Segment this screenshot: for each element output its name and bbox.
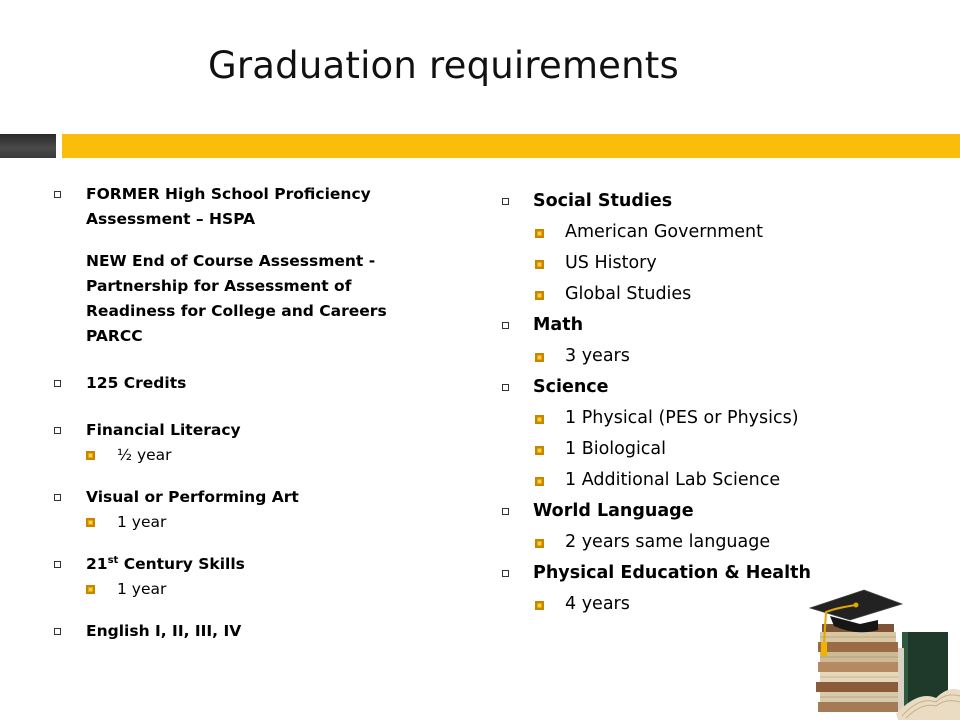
visual-art-label: Visual or Performing Art (86, 488, 299, 506)
century-skills-label-post: Century Skills (118, 555, 245, 573)
hollow-square-icon (54, 561, 61, 568)
social-studies-label: Social Studies (533, 191, 673, 211)
list-item-world-language (500, 496, 840, 527)
century-skills-label-sup: st (107, 554, 119, 566)
list-item-credits (52, 371, 412, 396)
list-item-social-studies (500, 186, 840, 217)
list-item-science (500, 372, 840, 403)
sub-item-math (500, 341, 840, 372)
slide-title: Graduation requirements (208, 44, 679, 87)
list-item-financial-literacy (52, 418, 412, 443)
world-language-duration: 2 years same language (565, 532, 771, 552)
hollow-square-icon (502, 508, 509, 515)
right-requirements-list (500, 186, 840, 620)
world-language-label: World Language (533, 501, 694, 521)
sub-item-physical-education (500, 589, 840, 620)
filled-square-icon (535, 539, 544, 548)
physical-education-label: Physical Education & Health (533, 563, 811, 583)
math-label: Math (533, 315, 584, 335)
left-requirements-list (52, 182, 412, 644)
filled-square-icon (535, 446, 544, 455)
social-studies-course: US History (565, 253, 657, 273)
hollow-square-icon (502, 384, 509, 391)
book-stack-icon (816, 624, 898, 712)
filled-square-icon (535, 291, 544, 300)
financial-literacy-label: Financial Literacy (86, 421, 241, 439)
filled-square-icon (535, 415, 544, 424)
assessment-former: FORMER High School Proficiency Assessment – HSPA (86, 185, 371, 228)
filled-square-icon (535, 260, 544, 269)
social-studies-course: American Government (565, 222, 763, 242)
hollow-square-icon (502, 198, 509, 205)
filled-square-icon (535, 229, 544, 238)
graduation-cap-books-illustration (806, 586, 960, 720)
filled-square-icon (86, 518, 95, 527)
sub-item-financial-literacy (52, 443, 412, 467)
visual-art-duration: 1 year (117, 513, 167, 531)
science-course: 1 Additional Lab Science (565, 470, 781, 490)
science-course: 1 Physical (PES or Physics) (565, 408, 799, 428)
sub-item-science (500, 465, 840, 496)
sub-item-visual-art (52, 510, 412, 534)
science-label: Science (533, 377, 609, 397)
credits-label: 125 Credits (86, 374, 187, 392)
filled-square-icon (535, 477, 544, 486)
list-item-assessment (52, 182, 412, 349)
sub-item-social-studies (500, 248, 840, 279)
social-studies-course: Global Studies (565, 284, 692, 304)
hollow-square-icon (54, 427, 61, 434)
filled-square-icon (535, 353, 544, 362)
science-course: 1 Biological (565, 439, 667, 459)
physical-education-duration: 4 years (565, 594, 630, 614)
filled-square-icon (86, 585, 95, 594)
sub-item-social-studies (500, 217, 840, 248)
list-item-physical-education (500, 558, 840, 589)
filled-square-icon (86, 451, 95, 460)
hollow-square-icon (502, 322, 509, 329)
sub-item-science (500, 434, 840, 465)
hollow-square-icon (502, 570, 509, 577)
header-bar-accent (62, 134, 960, 158)
sub-item-social-studies (500, 279, 840, 310)
financial-literacy-duration: ½ year (117, 446, 172, 464)
sub-item-science (500, 403, 840, 434)
english-label: English I, II, III, IV (86, 622, 242, 640)
hollow-square-icon (54, 494, 61, 501)
sub-item-century-skills (52, 577, 412, 601)
century-skills-label-pre: 21 (86, 555, 108, 573)
list-item-visual-art (52, 485, 412, 510)
assessment-new: NEW End of Course Assessment - Partnership for Assessment of Readiness for College and Careers PARCC (86, 252, 387, 345)
list-item-century-skills (52, 552, 412, 577)
list-item-english (52, 619, 412, 644)
hollow-square-icon (54, 380, 61, 387)
hollow-square-icon (54, 628, 61, 635)
sub-item-world-language (500, 527, 840, 558)
header-bar-dark (0, 134, 56, 158)
list-item-math (500, 310, 840, 341)
hollow-square-icon (54, 191, 61, 198)
century-skills-duration: 1 year (117, 580, 167, 598)
math-duration: 3 years (565, 346, 630, 366)
filled-square-icon (535, 601, 544, 610)
